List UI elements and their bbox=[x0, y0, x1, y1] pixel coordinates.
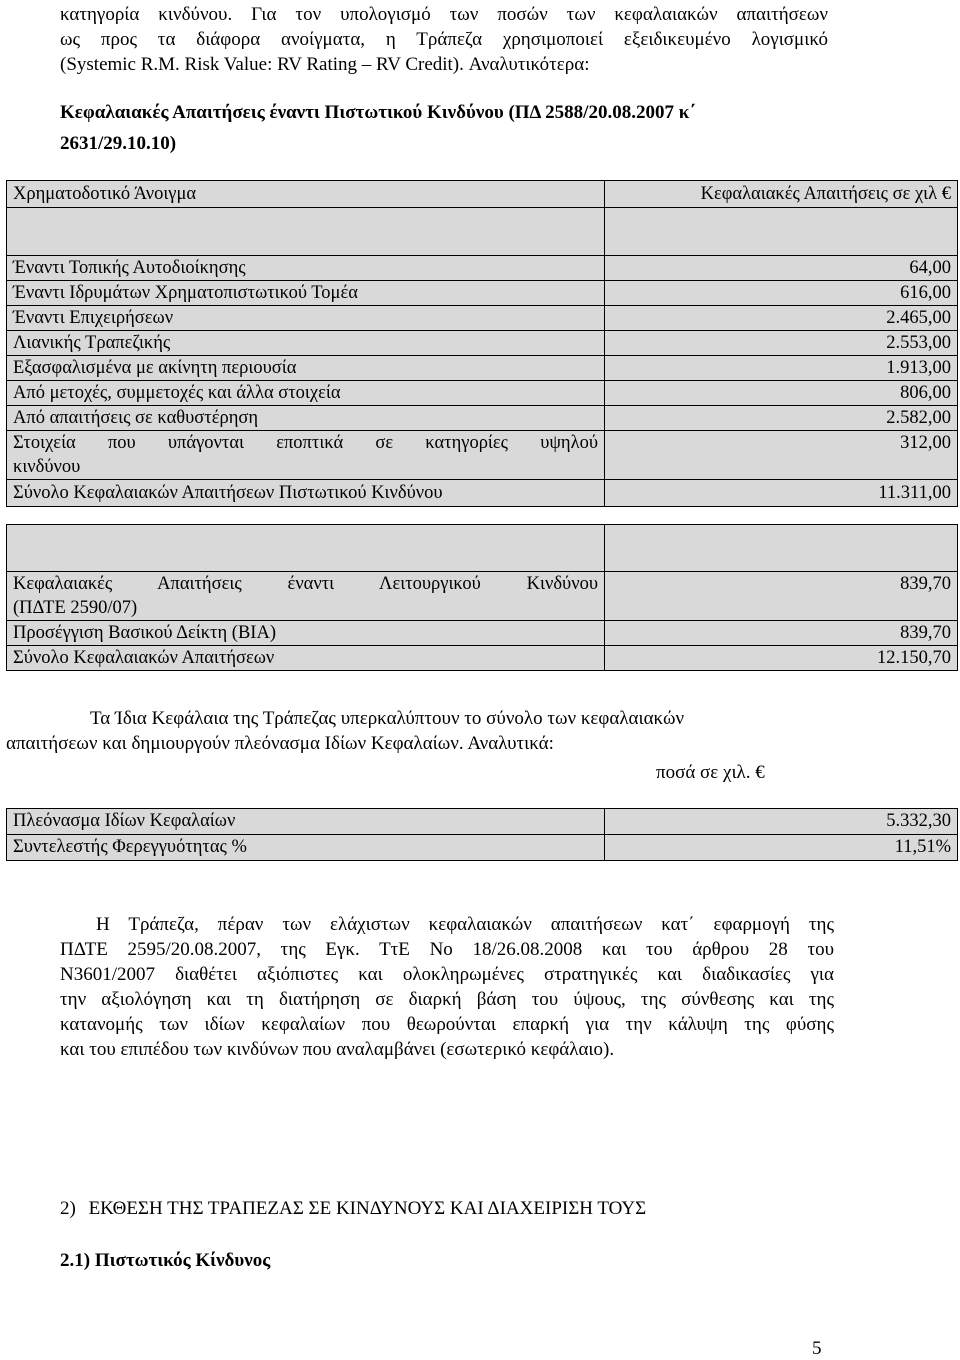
row-value: 1.913,00 bbox=[605, 356, 958, 381]
table-row bbox=[7, 406, 958, 431]
header-capital-requirements: Κεφαλαιακές Απαιτήσεις σε χιλ € bbox=[605, 181, 958, 208]
table-row bbox=[7, 281, 958, 306]
section-title: ΕΚΘΕΣΗ ΤΗΣ ΤΡΑΠΕΖΑΣ ΣΕ ΚΙΝΔΥΝΟΥΣ ΚΑΙ ΔΙΑΧΕΙΡΙΣΗ ΤΟΥΣ bbox=[88, 1198, 647, 1219]
strategy-line: Η Τράπεζα, πέραν των ελάχιστων κεφαλαιακών απαιτήσεων κατ΄ εφαρμογή της bbox=[96, 914, 834, 935]
row-value: 64,00 bbox=[605, 256, 958, 281]
strategy-paragraph bbox=[60, 912, 834, 1062]
subsection-heading: 2.1) Πιστωτικός Κίνδυνος bbox=[60, 1250, 271, 1271]
row-label: Από μετοχές, συμμετοχές και άλλα στοιχεία bbox=[7, 381, 605, 406]
section-heading bbox=[60, 1196, 828, 1221]
header-exposure: Χρηματοδοτικό Άνοιγμα bbox=[7, 181, 605, 208]
row-label: Έναντι Τοπικής Αυτοδιοίκησης bbox=[7, 256, 605, 281]
amounts-note: ποσά σε χιλ. € bbox=[656, 762, 765, 783]
table-row bbox=[7, 331, 958, 356]
strategy-line: κατανομής των ιδίων κεφαλαίων που θεωρούνται επαρκή για την κάλυψη της φύσης bbox=[60, 1014, 834, 1035]
high-risk-line: κινδύνου bbox=[13, 457, 81, 477]
heading-line: Κεφαλαιακές Απαιτήσεις έναντι Πιστωτικού Κινδύνου (ΠΔ 2588/20.08.2007 κ΄ bbox=[60, 102, 696, 123]
table-row bbox=[7, 306, 958, 331]
row-value: 312,00 bbox=[605, 431, 958, 480]
row-label: Εξασφαλισμένα με ακίνητη περιουσία bbox=[7, 356, 605, 381]
high-risk-line: Στοιχεία που υπάγονται εποπτικά σε κατηγορίες υψηλού bbox=[13, 433, 598, 453]
intro-line: (Systemic R.M. Risk Value: RV Rating – RV Credit). Αναλυτικότερα: bbox=[60, 54, 590, 75]
spacer-row bbox=[7, 208, 958, 256]
row-value: 2.465,00 bbox=[605, 306, 958, 331]
row-value: 2.553,00 bbox=[605, 331, 958, 356]
table-row bbox=[7, 835, 958, 861]
strategy-line: την αξιολόγηση και τη διατήρηση σε διαρκή βάση του ύψους, της σύνθεσης και της bbox=[60, 989, 834, 1010]
intro-paragraph bbox=[60, 2, 828, 77]
total-row bbox=[7, 480, 958, 507]
spacer-row bbox=[7, 525, 958, 572]
strategy-line: ΠΔΤΕ 2595/20.08.2007, της Εγκ. ΤτΕ Νο 18/26.08.2008 και του άρθρου 28 του bbox=[60, 939, 834, 960]
table-row bbox=[7, 256, 958, 281]
row-value: 616,00 bbox=[605, 281, 958, 306]
surplus-table bbox=[6, 808, 958, 861]
row-label: Πλεόνασμα Ιδίων Κεφαλαίων bbox=[7, 809, 605, 835]
total-label: Σύνολο Κεφαλαιακών Απαιτήσεων Πιστωτικού Κινδύνου bbox=[7, 480, 605, 507]
operational-risk-value: 839,70 bbox=[605, 572, 958, 621]
table-row bbox=[7, 431, 958, 480]
credit-risk-heading bbox=[60, 100, 828, 156]
table-row bbox=[7, 572, 958, 621]
total-value: 12.150,70 bbox=[605, 646, 958, 671]
row-value: 806,00 bbox=[605, 381, 958, 406]
table-row bbox=[7, 381, 958, 406]
row-value: 5.332,30 bbox=[605, 809, 958, 835]
row-label: Έναντι Επιχειρήσεων bbox=[7, 306, 605, 331]
strategy-line: και του επιπέδου των κινδύνων που αναλαμβάνει (εσωτερικό κεφάλαιο). bbox=[60, 1039, 615, 1060]
op-line: Κεφαλαιακές Απαιτήσεις έναντι Λειτουργικού Κινδύνου bbox=[13, 574, 598, 594]
bia-label: Προσέγγιση Βασικού Δείκτη (ΒΙΑ) bbox=[7, 621, 605, 646]
row-label: Από απαιτήσεις σε καθυστέρηση bbox=[7, 406, 605, 431]
total-label: Σύνολο Κεφαλαιακών Απαιτήσεων bbox=[7, 646, 605, 671]
section-number: 2) bbox=[60, 1198, 76, 1219]
row-value: 2.582,00 bbox=[605, 406, 958, 431]
bia-value: 839,70 bbox=[605, 621, 958, 646]
row-label-high-risk bbox=[7, 431, 605, 480]
row-label: Συντελεστής Φερεγγυότητας % bbox=[7, 835, 605, 861]
table-row bbox=[7, 809, 958, 835]
equity-line: απαιτήσεων και δημιουργούν πλεόνασμα Ιδίων Κεφαλαίων. Αναλυτικά: bbox=[6, 733, 554, 754]
credit-risk-table bbox=[6, 180, 958, 507]
page-number: 5 bbox=[812, 1338, 822, 1359]
strategy-line: Ν3601/2007 διαθέτει αξιόπιστες και ολοκληρωμένες στρατηγικές και διαδικασίες για bbox=[60, 964, 834, 985]
row-label: Λιανικής Τραπεζικής bbox=[7, 331, 605, 356]
table-header-row bbox=[7, 181, 958, 208]
operational-risk-label bbox=[7, 572, 605, 621]
equity-line: Τα Ίδια Κεφάλαια της Τράπεζας υπερκαλύπτουν το σύνολο των κεφαλαιακών bbox=[90, 708, 685, 729]
row-value: 11,51% bbox=[605, 835, 958, 861]
heading-line: 2631/29.10.10) bbox=[60, 133, 177, 154]
table-row bbox=[7, 356, 958, 381]
total-row bbox=[7, 646, 958, 671]
op-line: (ΠΔΤΕ 2590/07) bbox=[13, 598, 138, 618]
table-row bbox=[7, 621, 958, 646]
intro-line: κατηγορία κινδύνου. Για τον υπολογισμό των ποσών των κεφαλαιακών απαιτήσεων bbox=[60, 4, 828, 25]
total-value: 11.311,00 bbox=[605, 480, 958, 507]
operational-risk-table bbox=[6, 524, 958, 671]
intro-line: ως προς τα διάφορα ανοίγματα, η Τράπεζα χρησιμοποιεί εξειδικευμένο λογισμικό bbox=[60, 29, 828, 50]
equity-paragraph bbox=[6, 706, 838, 785]
row-label: Έναντι Ιδρυμάτων Χρηματοπιστωτικού Τομέα bbox=[7, 281, 605, 306]
